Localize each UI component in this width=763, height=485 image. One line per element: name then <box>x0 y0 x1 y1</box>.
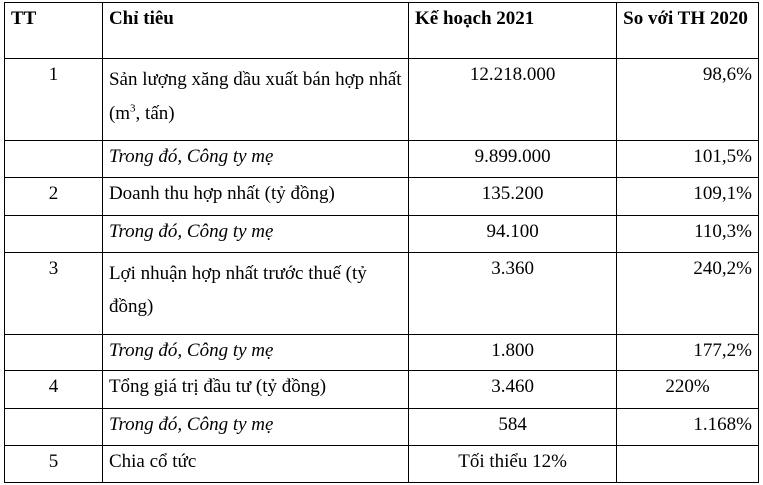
row-indicator: Trong đó, Công ty mẹ <box>102 409 408 446</box>
row-tt: 3 <box>5 252 103 334</box>
row-plan: 3.360 <box>409 252 617 334</box>
table-header-row <box>5 3 759 59</box>
row-tt: 1 <box>5 59 103 141</box>
row-indicator: Doanh thu hợp nhất (tỷ đồng) <box>102 177 408 215</box>
row-tt <box>5 141 103 178</box>
row-indicator <box>102 59 408 141</box>
row-compare: 1.168% <box>617 409 759 446</box>
row-compare: 240,2% <box>617 252 759 334</box>
row-plan: 135.200 <box>409 177 617 215</box>
table-row <box>5 177 759 215</box>
indicator-text-tail: , tấn) <box>135 102 175 124</box>
header-tt: TT <box>5 3 103 59</box>
table-row <box>5 409 759 446</box>
table-row <box>5 446 759 483</box>
table-row <box>5 252 759 334</box>
row-plan: 94.100 <box>409 215 617 252</box>
row-indicator: Trong đó, Công ty mẹ <box>102 334 408 371</box>
table-row <box>5 141 759 178</box>
row-plan: 584 <box>409 409 617 446</box>
row-tt: 2 <box>5 177 103 215</box>
unit-superscript: 3 <box>130 102 136 115</box>
row-compare: 220% <box>617 371 759 409</box>
row-indicator: Lợi nhuận hợp nhất trước thuế (tỷ đồng) <box>102 252 408 334</box>
row-plan: Tối thiểu 12% <box>409 446 617 483</box>
row-compare: 101,5% <box>617 141 759 178</box>
row-plan: 12.218.000 <box>409 59 617 141</box>
table-row <box>5 371 759 409</box>
row-tt: 5 <box>5 446 103 483</box>
header-compare: So với TH 2020 <box>617 3 759 59</box>
row-plan: 3.460 <box>409 371 617 409</box>
row-compare: 98,6% <box>617 59 759 141</box>
row-tt: 4 <box>5 371 103 409</box>
row-plan: 9.899.000 <box>409 141 617 178</box>
header-plan: Kế hoạch 2021 <box>409 3 617 59</box>
row-compare <box>617 446 759 483</box>
indicator-text: Sản lượng xăng dầu xuất bán hợp nhất (m <box>108 69 402 124</box>
row-compare: 177,2% <box>617 334 759 371</box>
row-tt <box>5 334 103 371</box>
row-compare: 109,1% <box>617 177 759 215</box>
row-indicator: Trong đó, Công ty mẹ <box>102 141 408 178</box>
row-indicator: Tổng giá trị đầu tư (tỷ đồng) <box>102 371 408 409</box>
table-row <box>5 334 759 371</box>
business-plan-table <box>4 2 759 483</box>
table-row <box>5 215 759 252</box>
row-compare: 110,3% <box>617 215 759 252</box>
row-indicator: Trong đó, Công ty mẹ <box>102 215 408 252</box>
row-tt <box>5 215 103 252</box>
header-indicator: Chỉ tiêu <box>102 3 408 59</box>
row-indicator: Chia cổ tức <box>102 446 408 483</box>
row-plan: 1.800 <box>409 334 617 371</box>
row-tt <box>5 409 103 446</box>
table-row <box>5 59 759 141</box>
